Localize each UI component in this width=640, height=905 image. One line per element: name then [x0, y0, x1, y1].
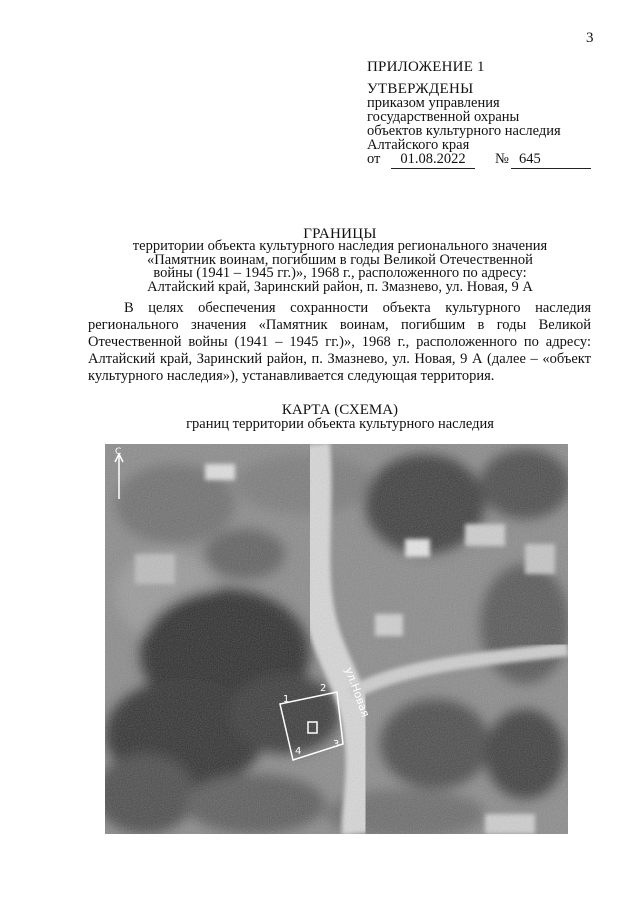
point-label-4: 4 [295, 746, 302, 757]
street-label: ул.Новая [342, 665, 373, 719]
aerial-map-image [105, 444, 568, 834]
page-number: 3 [586, 30, 594, 46]
body-paragraph [88, 300, 591, 385]
approval-line: приказом управления [367, 95, 500, 111]
date-prefix: от [367, 151, 381, 167]
subtitle-line: «Памятник воинам, погибшим в годы Великой Отечественной [147, 251, 533, 268]
point-label-3: 3 [333, 739, 340, 750]
approval-block [367, 82, 612, 152]
approval-date-row [367, 151, 607, 171]
subtitle-line: войны (1941 – 1945 гг.)», 1968 г., расположенного по адресу: [153, 265, 527, 281]
point-label-1: 1 [283, 694, 290, 705]
map-title: КАРТА (СХЕМА) [281, 402, 399, 418]
appendix-label: ПРИЛОЖЕНИЕ 1 [367, 59, 485, 75]
approval-line: государственной охраны [367, 109, 520, 125]
approval-number: 645 [511, 151, 591, 169]
north-label: С [115, 447, 122, 457]
map-subtitle: границ территории объекта культурного наследия [186, 416, 494, 432]
approval-heading: УТВЕРЖДЕНЫ [367, 81, 474, 97]
aerial-map [105, 444, 568, 834]
approval-line: объектов культурного наследия [367, 123, 561, 139]
document-subtitle [90, 240, 590, 294]
subtitle-line: Алтайский край, Заринский район, п. Змазнево, ул. Новая, 9 А [147, 278, 533, 295]
number-prefix: № [495, 151, 509, 167]
approval-line: Алтайского края [367, 137, 470, 153]
point-label-2: 2 [320, 683, 327, 694]
approval-date: 01.08.2022 [391, 151, 475, 169]
subtitle-line: территории объекта культурного наследия регионального значения [132, 238, 548, 254]
paragraph-text: В целях обеспечения сохранности объекта культурного наследия регионального значения «Памятник воинам, погибшим в годы Великой Отечественной войны (1941 – 1945 гг.)», 1968 г., расположенного по адресу: Алтайский край, Заринский район, п. Змазнево, ул. Новая, 9 А (далее – «объект культурного наследия»), устанавливается следующая территория. [88, 300, 591, 384]
document-title: ГРАНИЦЫ [303, 226, 377, 242]
